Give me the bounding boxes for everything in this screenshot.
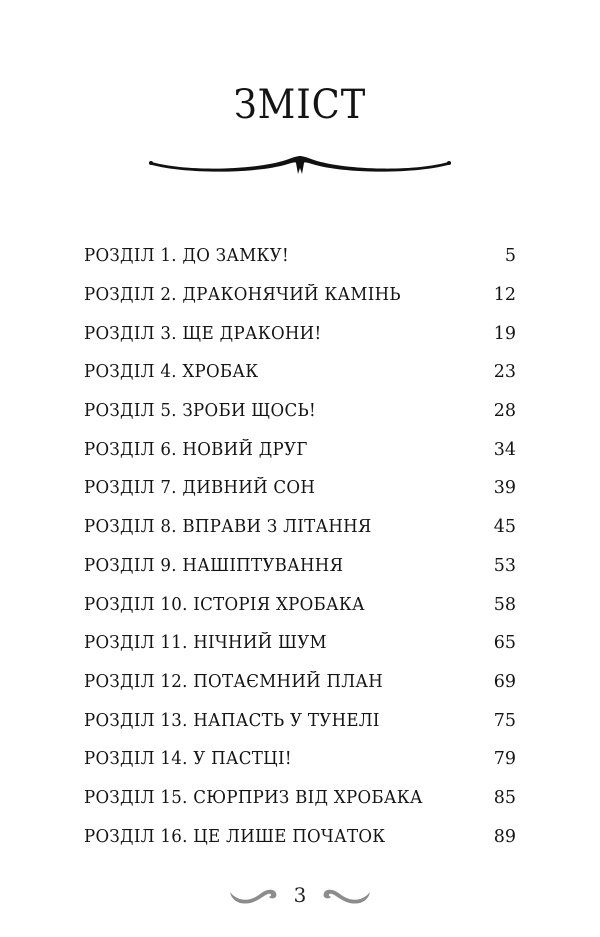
chapter-title: РОЗДІЛ 7. ДИВНИЙ СОН	[84, 478, 316, 499]
table-of-contents	[84, 237, 516, 856]
toc-entry[interactable]	[84, 701, 516, 740]
divider-ornament-icon	[146, 150, 454, 180]
chapter-page-number: 34	[493, 439, 516, 460]
chapter-title: РОЗДІЛ 11. НІЧНИЙ ШУМ	[84, 633, 327, 654]
chapter-page-number: 45	[493, 517, 516, 538]
chapter-title: РОЗДІЛ 15. СЮРПРИЗ ВІД ХРОБАКА	[84, 787, 423, 808]
chapter-page-number: 28	[493, 401, 516, 422]
toc-entry[interactable]	[84, 624, 516, 663]
toc-entry[interactable]	[84, 276, 516, 315]
chapter-title: РОЗДІЛ 5. ЗРОБИ ЩОСЬ!	[84, 401, 316, 422]
chapter-title: РОЗДІЛ 16. ЦЕ ЛИШЕ ПОЧАТОК	[84, 826, 386, 847]
toc-entry[interactable]	[84, 663, 516, 702]
chapter-page-number: 75	[493, 710, 516, 731]
chapter-page-number: 39	[493, 478, 516, 499]
chapter-title: РОЗДІЛ 3. ЩЕ ДРАКОНИ!	[84, 323, 322, 344]
toc-entry[interactable]	[84, 392, 516, 431]
chapter-page-number: 79	[493, 749, 516, 770]
page-number: 3	[293, 883, 307, 907]
chapter-page-number: 58	[493, 594, 516, 615]
chapter-page-number: 5	[504, 246, 516, 267]
chapter-title: РОЗДІЛ 12. ПОТАЄМНИЙ ПЛАН	[84, 671, 384, 692]
chapter-page-number: 19	[493, 323, 516, 344]
page-title: ЗМІСТ	[233, 82, 367, 128]
toc-entry[interactable]	[84, 585, 516, 624]
toc-entry[interactable]	[84, 740, 516, 779]
swirl-ornament-icon	[320, 884, 372, 906]
toc-entry[interactable]	[84, 430, 516, 469]
chapter-title: РОЗДІЛ 10. ІСТОРІЯ ХРОБАКА	[84, 594, 365, 615]
toc-entry[interactable]	[84, 779, 516, 818]
chapter-title: РОЗДІЛ 4. ХРОБАК	[84, 362, 259, 383]
chapter-title: РОЗДІЛ 14. У ПАСТЦІ!	[84, 749, 292, 770]
chapter-page-number: 12	[493, 285, 516, 306]
chapter-page-number: 85	[493, 787, 516, 808]
chapter-title: РОЗДІЛ 2. ДРАКОНЯЧИЙ КАМІНЬ	[84, 285, 401, 306]
toc-entry[interactable]	[84, 508, 516, 547]
chapter-title: РОЗДІЛ 1. ДО ЗАМКУ!	[84, 246, 289, 267]
toc-entry[interactable]	[84, 314, 516, 353]
chapter-page-number: 53	[493, 555, 516, 576]
toc-entry[interactable]	[84, 817, 516, 856]
chapter-title: РОЗДІЛ 13. НАПАСТЬ У ТУНЕЛІ	[84, 710, 380, 731]
chapter-page-number: 69	[493, 671, 516, 692]
chapter-page-number: 65	[493, 633, 516, 654]
toc-entry[interactable]	[84, 469, 516, 508]
chapter-title: РОЗДІЛ 9. НАШІПТУВАННЯ	[84, 555, 344, 576]
toc-entry[interactable]	[84, 353, 516, 392]
chapter-title: РОЗДІЛ 8. ВПРАВИ З ЛІТАННЯ	[84, 517, 372, 538]
chapter-page-number: 23	[493, 362, 516, 383]
toc-entry[interactable]	[84, 237, 516, 276]
toc-entry[interactable]	[84, 547, 516, 586]
chapter-title: РОЗДІЛ 6. НОВИЙ ДРУГ	[84, 439, 308, 460]
page-footer	[228, 880, 372, 912]
chapter-page-number: 89	[493, 826, 516, 847]
